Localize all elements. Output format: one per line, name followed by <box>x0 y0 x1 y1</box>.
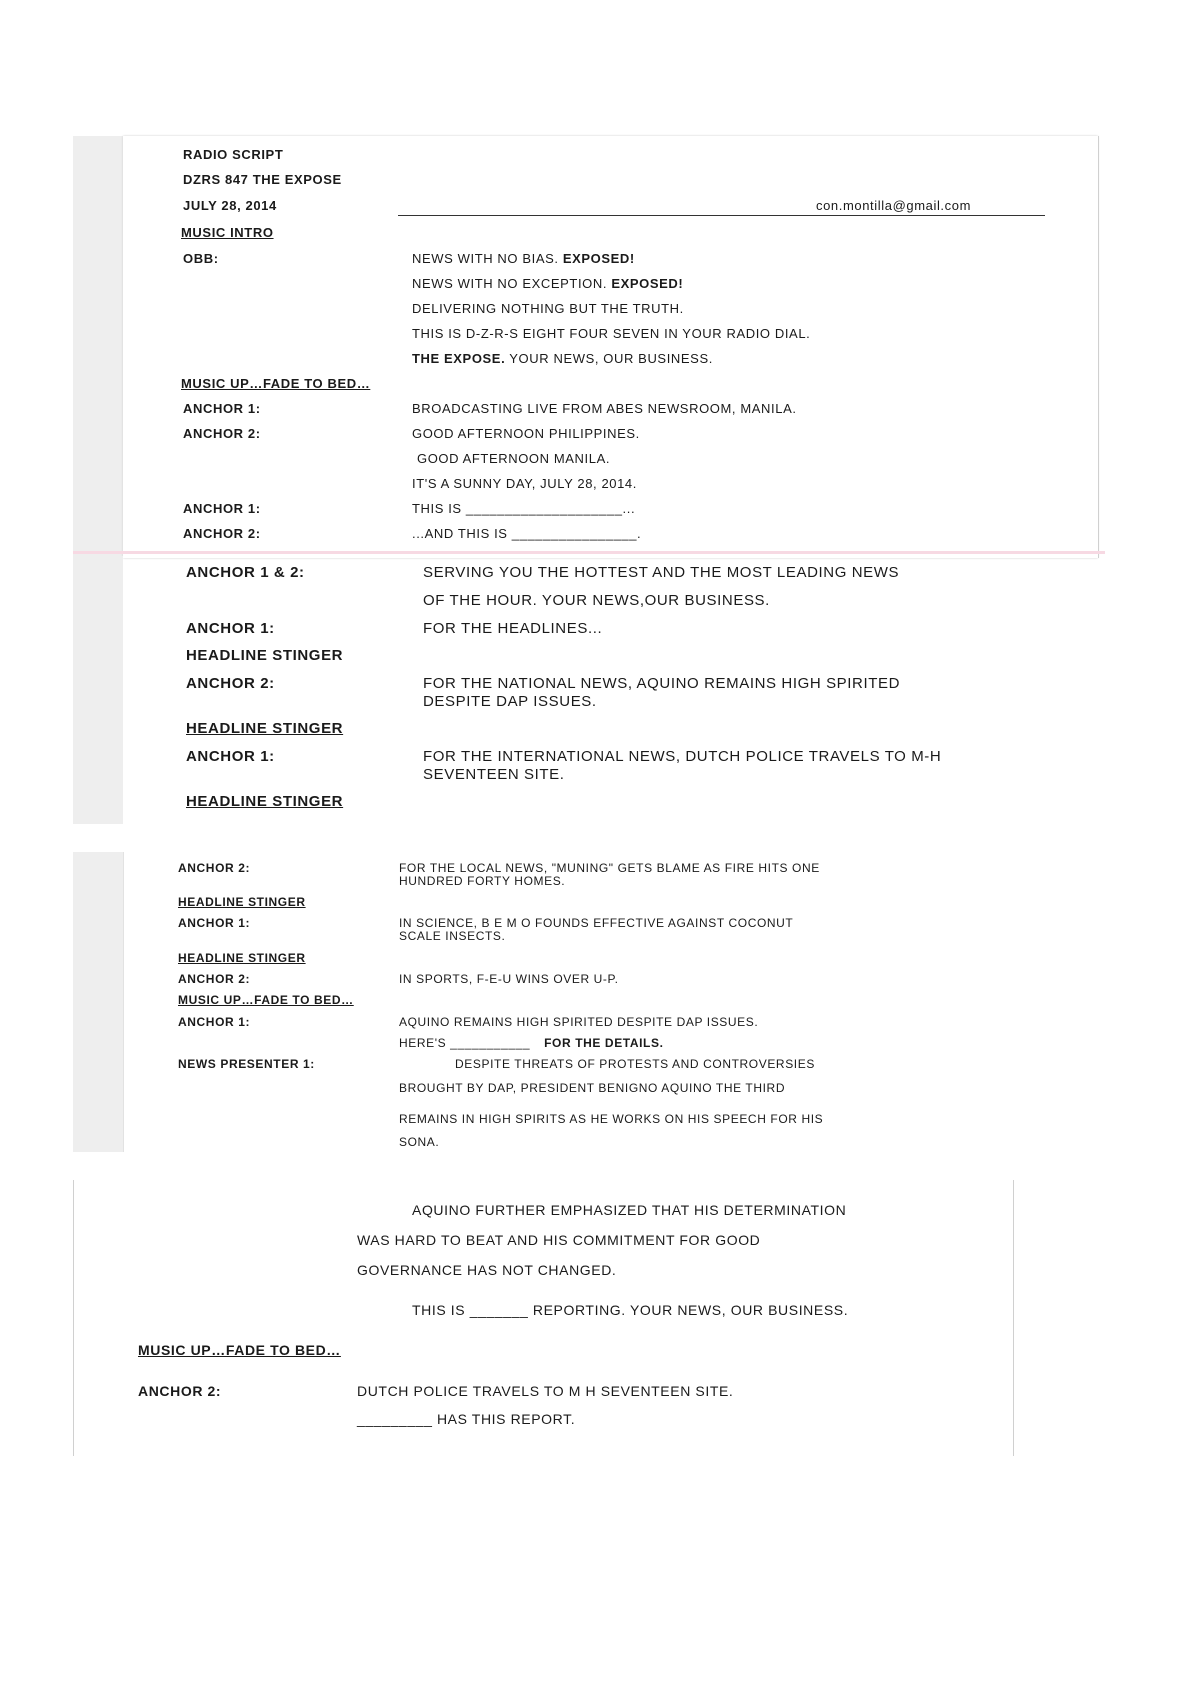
anchor-line: IN SCIENCE, B E M O FOUNDS EFFECTIVE AGAINST COCONUT <box>399 916 794 930</box>
obb-line <box>412 352 713 365</box>
presenter-line: GOVERNANCE HAS NOT CHANGED. <box>357 1262 617 1278</box>
anchor-line: _________ HAS THIS REPORT. <box>357 1411 576 1427</box>
presenter-line: BROUGHT BY DAP, PRESIDENT BENIGNO AQUINO THE THIRD <box>399 1081 786 1095</box>
page-edge <box>123 852 124 1152</box>
anchor-line: OF THE HOUR. YOUR NEWS,OUR BUSINESS. <box>423 592 770 609</box>
header-rule <box>398 215 1045 216</box>
obb-line: DELIVERING NOTHING BUT THE TRUTH. <box>412 301 684 316</box>
anchor-label: ANCHOR 2: <box>183 526 261 541</box>
presenter-line: REMAINS IN HIGH SPIRITS AS HE WORKS ON HIS SPEECH FOR HIS <box>399 1112 824 1126</box>
anchor-line: FOR THE INTERNATIONAL NEWS, DUTCH POLICE TRAVELS TO M-H <box>423 748 942 765</box>
station-name: DZRS 847 THE EXPOSE <box>183 172 342 187</box>
page-margin-shade <box>73 556 123 824</box>
anchor-label: ANCHOR 2: <box>186 675 275 692</box>
presenter-line: WAS HARD TO BEAT AND HIS COMMITMENT FOR GOOD <box>357 1232 761 1248</box>
stinger-cue: HEADLINE STINGER <box>186 647 344 664</box>
presenter-label: NEWS PRESENTER 1: <box>178 1057 315 1071</box>
music-cue: MUSIC UP…FADE TO BED… <box>138 1342 341 1358</box>
obb-text: YOUR NEWS, OUR BUSINESS. <box>509 351 713 366</box>
anchor-emphasis: FOR THE DETAILS. <box>544 1036 664 1050</box>
anchor-line: FOR THE NATIONAL NEWS, AQUINO REMAINS HIGH SPIRITED <box>423 675 901 692</box>
obb-emphasis: EXPOSED! <box>562 251 635 266</box>
anchor-label: ANCHOR 1: <box>183 401 261 416</box>
page-margin-shade <box>73 852 123 1152</box>
anchor-label: ANCHOR 1: <box>186 748 275 765</box>
music-cue: MUSIC UP…FADE TO BED… <box>181 376 371 391</box>
anchor-label: ANCHOR 2: <box>183 426 261 441</box>
anchor-line: HUNDRED FORTY HOMES. <box>399 874 566 888</box>
anchor-line: AQUINO REMAINS HIGH SPIRITED DESPITE DAP ISSUES. <box>399 1015 759 1029</box>
obb-text: NEWS WITH NO BIAS. <box>412 251 559 266</box>
page-divider <box>73 551 1105 554</box>
obb-line: THIS IS D-Z-R-S EIGHT FOUR SEVEN IN YOUR RADIO DIAL. <box>412 326 811 341</box>
stinger-cue: HEADLINE STINGER <box>178 895 306 909</box>
anchor-line: GOOD AFTERNOON MANILA. <box>417 451 611 466</box>
obb-line <box>412 277 683 290</box>
stinger-cue: HEADLINE STINGER <box>178 951 306 965</box>
anchor-label: ANCHOR 1: <box>178 1015 251 1029</box>
anchor-label: ANCHOR 1 & 2: <box>186 564 305 581</box>
anchor-label: ANCHOR 1: <box>183 501 261 516</box>
obb-line <box>412 252 635 265</box>
presenter-line: DESPITE THREATS OF PROTESTS AND CONTROVERSIES <box>455 1057 815 1071</box>
stinger-cue: HEADLINE STINGER <box>186 720 344 737</box>
anchor-line: IN SPORTS, F-E-U WINS OVER U-P. <box>399 972 619 986</box>
music-intro-cue: MUSIC INTRO <box>181 225 274 240</box>
page-edge-left <box>73 1180 74 1456</box>
email-address: con.montilla@gmail.com <box>816 198 972 213</box>
presenter-line: THIS IS _______ REPORTING. YOUR NEWS, OUR BUSINESS. <box>412 1302 849 1318</box>
anchor-line: ...AND THIS IS ________________. <box>412 526 642 541</box>
anchor-line: DUTCH POLICE TRAVELS TO M H SEVENTEEN SITE. <box>357 1383 734 1399</box>
script-date: JULY 28, 2014 <box>183 198 277 213</box>
page-margin-shade <box>73 136 123 558</box>
anchor-line: SCALE INSECTS. <box>399 929 506 943</box>
anchor-line: SEVENTEEN SITE. <box>423 766 565 783</box>
anchor-line: FOR THE LOCAL NEWS, "MUNING" GETS BLAME AS FIRE HITS ONE <box>399 861 820 875</box>
anchor-label: ANCHOR 1: <box>186 620 275 637</box>
anchor-label: ANCHOR 1: <box>178 916 251 930</box>
page-edge-right <box>1013 1180 1014 1456</box>
anchor-label: ANCHOR 2: <box>178 861 251 875</box>
anchor-label: ANCHOR 2: <box>178 972 251 986</box>
music-cue: MUSIC UP…FADE TO BED… <box>178 993 354 1007</box>
anchor-label: ANCHOR 2: <box>138 1383 222 1399</box>
anchor-line: FOR THE HEADLINES... <box>423 620 603 637</box>
obb-text: NEWS WITH NO EXCEPTION. <box>412 276 608 291</box>
script-title: RADIO SCRIPT <box>183 147 284 162</box>
anchor-text: HERE'S ___________ <box>399 1036 531 1050</box>
presenter-line: AQUINO FURTHER EMPHASIZED THAT HIS DETERMINATION <box>412 1202 847 1218</box>
anchor-line: SERVING YOU THE HOTTEST AND THE MOST LEADING NEWS <box>423 564 900 581</box>
anchor-line: GOOD AFTERNOON PHILIPPINES. <box>412 426 640 441</box>
presenter-line: SONA. <box>399 1135 440 1149</box>
anchor-line: BROADCASTING LIVE FROM ABES NEWSROOM, MANILA. <box>412 401 797 416</box>
obb-label: OBB: <box>183 251 219 266</box>
obb-emphasis: THE EXPOSE. <box>412 351 506 366</box>
page-edge <box>1098 136 1099 558</box>
anchor-line <box>399 1037 664 1049</box>
anchor-line: IT'S A SUNNY DAY, JULY 28, 2014. <box>412 476 637 491</box>
anchor-line: THIS IS ____________________... <box>412 501 636 516</box>
stinger-cue: HEADLINE STINGER <box>186 793 344 810</box>
obb-emphasis: EXPOSED! <box>611 276 684 291</box>
anchor-line: DESPITE DAP ISSUES. <box>423 693 597 710</box>
